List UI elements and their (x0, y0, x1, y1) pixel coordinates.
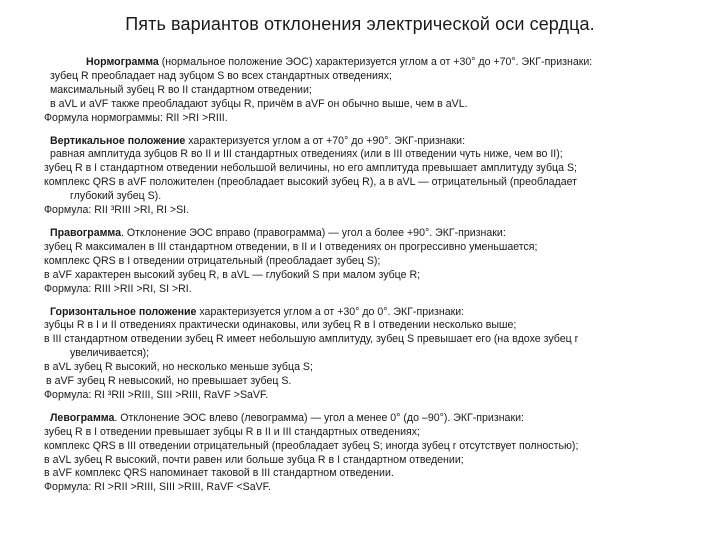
text-line: в aVL зубец R высокий, но несколько меньше зубца S; (44, 361, 313, 374)
text-line: в aVF характерен высокий зубец R, в aVL — глубокий S при малом зубце R; (44, 268, 421, 281)
section-heading-line (44, 306, 684, 320)
section-left-axis (44, 412, 684, 495)
section-heading-line (44, 412, 684, 426)
text-line: в aVL и aVF также преобладают зубцы R, причём в aVF он обычно выше, чем в aVL. (50, 97, 468, 110)
term-right-axis: Правограмма (50, 226, 122, 239)
text-line: глубокий зубец S). (70, 190, 162, 203)
text-line: комплекс QRS в aVF положителен (преобладает высокий зубец R), а в aVL — отрицательный (преобладает (44, 176, 577, 189)
text-line: характеризуется углом a от +70° до +90°. ЭКГ-признаки: (185, 134, 466, 147)
text-line: зубец R в I стандартном отведении небольшой величины, но его амплитуда превышает амплитуду зубца S; (44, 162, 577, 175)
formula-line: Формула нормограммы: RII >RI >RIII. (44, 111, 228, 124)
term-horizontal: Горизонтальное положение (50, 305, 197, 318)
text-line: максимальный зубец R во II стандартном отведении; (50, 83, 312, 96)
section-heading-line (44, 135, 684, 149)
text-line: зубцы R в I и II отведениях практически одинаковы, или зубец R в I отведении несколько выше; (44, 319, 517, 332)
term-left-axis: Левограмма (50, 411, 115, 424)
term-normogram: Нормограмма (86, 56, 159, 68)
text-line: зубец R в I отведении превышает зубцы R в II и III стандартных отведениях; (44, 425, 420, 438)
formula-line: Формула: RI ³RII >RIII, SIII >RIII, RaVF >SaVF. (44, 388, 269, 401)
section-horizontal (44, 306, 684, 403)
section-heading-line (44, 56, 684, 70)
text-line: в aVL зубец R высокий, почти равен или больше зубца R в I стандартном отведении; (44, 453, 464, 466)
text-line: комплекс QRS в I отведении отрицательный (преобладает зубец S); (44, 254, 381, 267)
page-title: Пять вариантов отклонения электрической оси сердца. (125, 14, 595, 34)
text-line: зубец R преобладает над зубцом S во всех стандартных отведениях; (50, 69, 392, 82)
text-line: в III стандартном отведении зубец R имеет небольшую амплитуду, зубец S превышает его (на вдохе зубец r (44, 333, 579, 346)
section-normogram (44, 56, 684, 126)
section-heading-line (44, 227, 684, 241)
term-vertical: Вертикальное положение (50, 134, 186, 147)
text-line: характеризуется углом a от +30° до 0°. ЭКГ-признаки: (196, 305, 465, 318)
text-line: . Отклонение ЭОС влево (левограмма) — угол a менее 0° (до –90°). ЭКГ-признаки: (114, 411, 524, 424)
text-line: в aVF комплекс QRS напоминает таковой в III стандартном отведении. (44, 467, 394, 480)
text-line: комплекс QRS в III отведении отрицательный (преобладает зубец S; иногда зубец r отсутствует полностью); (44, 439, 579, 452)
text-line: зубец R максимален в III стандартном отведении, в II и I отведениях он прогрессивно уменьшается; (44, 240, 538, 253)
text-line: . Отклонение ЭОС вправо (правограмма) — угол a более +90°. ЭКГ-признаки: (121, 226, 506, 239)
formula-line: Формула: RIII >RII >RI, SI >RI. (44, 282, 192, 295)
section-vertical (44, 135, 684, 218)
section-right-axis (44, 227, 684, 297)
formula-line: Формула: RI >RII >RIII, SIII >RIII, RaVF <SaVF. (44, 481, 271, 494)
text-line: в aVF зубец R невысокий, но превышает зубец S. (46, 375, 292, 388)
formula-line: Формула: RII ³RIII >RI, RI >SI. (44, 204, 190, 217)
text-line: увеличивается); (70, 347, 150, 360)
document-body (44, 56, 684, 504)
text-line: (нормальное положение ЭОС) характеризуется углом a от +30° до +70°. ЭКГ-признаки: (158, 56, 593, 68)
text-line: равная амплитуда зубцов R во II и III стандартных отведениях (или в III отведении чуть ниже, чем во II); (50, 148, 563, 161)
